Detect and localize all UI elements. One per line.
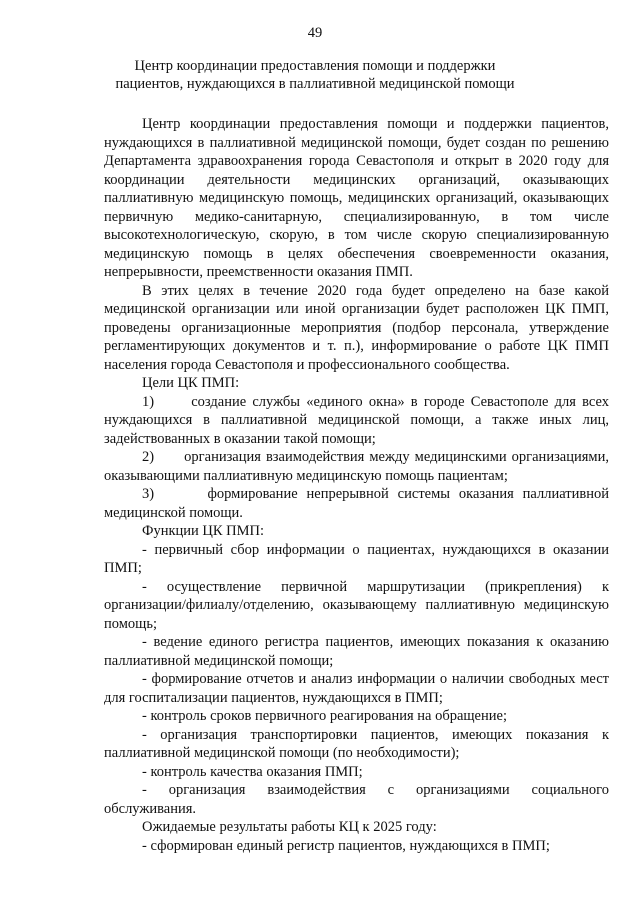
function-item: - контроль сроков первичного реагирования на обращение; xyxy=(142,708,507,724)
page-title: Центр координации предоставления помощи и поддержки пациентов, нуждающихся в паллиативной медицинской помощи xyxy=(115,58,515,92)
function-item: - ведение единого регистра пациентов, имеющих показания к оказанию паллиативной медицинской помощи; xyxy=(104,634,609,669)
paragraph-intro: Центр координации предоставления помощи и поддержки пациентов, нуждающихся в паллиативной медицинской помощи, будет создан по решению Департамента здравоохранения города Севастополя и открыт в 2020 году для координации деятельности медицинских организаций, оказывающих паллиативную медицинскую помощь, медицинских организаций, оказывающих первичную медико-санитарную, специализированную, в том числе высокотехнологическую, скорую, в том числе скорую специализированную медицинскую помощь в целях обеспечения своевременности оказания, непрерывности, преемственности оказания ПМП. xyxy=(104,116,609,280)
goals-heading: Цели ЦК ПМП: xyxy=(142,375,240,391)
function-item: - контроль качества оказания ПМП; xyxy=(142,763,363,780)
function-item: - формирование отчетов и анализ информации о наличии свободных мест для госпитализации пациентов, нуждающихся в ПМП; xyxy=(104,671,609,706)
result-item: - сформирован единый регистр пациентов, нуждающихся в ПМП; xyxy=(142,837,550,854)
function-item: - первичный сбор информации о пациентах, нуждающихся в оказании ПМП; xyxy=(104,541,609,576)
paragraph-plan: В этих целях в течение 2020 года будет определено на базе какой медицинской организации или иной организации будет расположен ЦК ПМП, проведены организационные мероприятия (подбор персонала, утверждение регламентирующих документов и т. п.), информирование о работе ЦК ПМП населения города Севастополя и профессионального сообщества. xyxy=(104,282,609,373)
function-item: - осуществление первичной маршрутизации (прикрепления) к организации/филиалу/отделению, оказывающему паллиативную медицинскую помощь; xyxy=(104,578,609,632)
page-number: 49 xyxy=(307,25,323,41)
results-heading: Ожидаемые результаты работы КЦ к 2025 году: xyxy=(142,819,437,835)
goal-item: 1) создание службы «единого окна» в городе Севастополе для всех нуждающихся в паллиативной медицинской помощи, а также иных лиц, задействованных в оказании такой помощи; xyxy=(104,393,609,447)
functions-heading: Функции ЦК ПМП: xyxy=(142,523,265,539)
goal-item: 2) организация взаимодействия между медицинскими организациями, оказывающими паллиативную медицинскую помощь пациентам; xyxy=(104,449,609,484)
function-item: - организация взаимодействия с организациями социального обслуживания. xyxy=(104,782,609,817)
goal-item: 3) формирование непрерывной системы оказания паллиативной медицинской помощи. xyxy=(104,486,609,521)
function-item: - организация транспортировки пациентов, имеющих показания к паллиативной медицинской помощи (по необходимости); xyxy=(104,726,609,761)
document-body xyxy=(104,115,609,855)
